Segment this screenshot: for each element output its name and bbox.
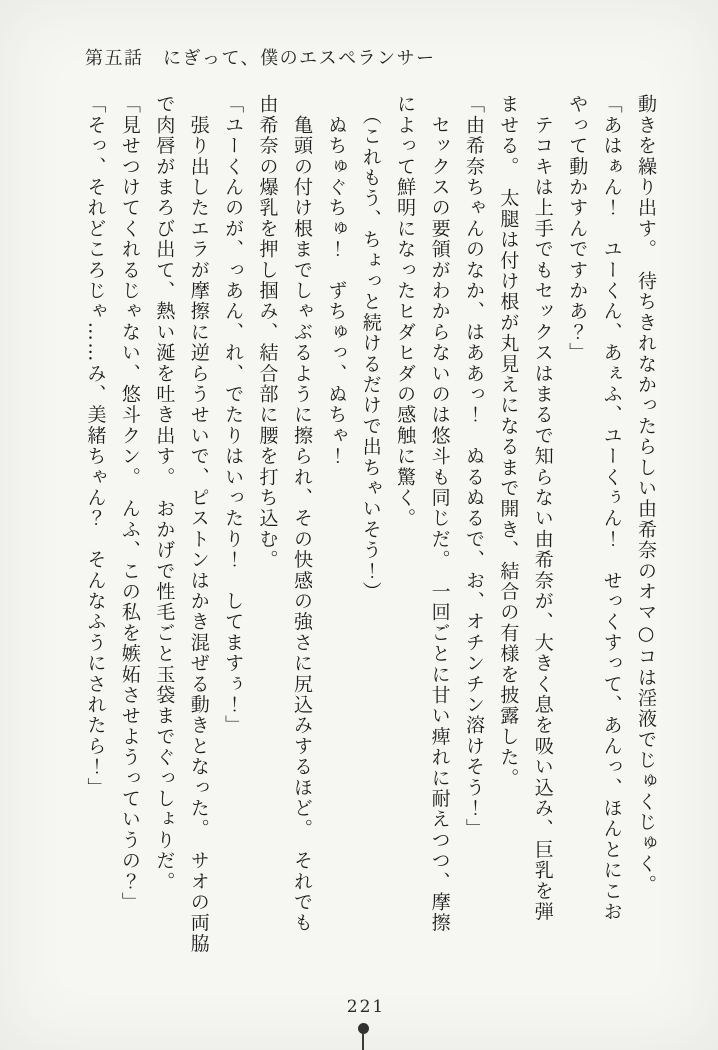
text-line: 動きを繰り出す。 待ちきれなかったらしい由希奈のオマ○コは淫液でじゅくじゅく。 — [635, 94, 657, 895]
text-line: 「そっ、それどころじゃ……み、美緒ちゃん？ そんなふうにされたら！」 — [84, 94, 107, 798]
text-line: 「由希奈ちゃんのなか、はああっ！ ぬるぬるで、お、オチンチン溶けそう！」 — [462, 94, 485, 840]
text-line: で肉唇がまろび出て、熱い涎を吐き出す。 おかげで性毛ごと玉袋までぐっしょりだ。 — [153, 94, 176, 892]
page-number: 221 — [346, 997, 386, 1017]
text-line: 由希奈の爆乳を押し掴み、結合部に腰を打ち込む。 — [256, 94, 279, 571]
text-line: 「見せつけてくれるじゃない、悠斗クン。 んふ、この私を嫉妬させようっていうの？」 — [118, 94, 141, 913]
body-text — [78, 94, 663, 978]
text-line: ませる。 太腿は付け根が丸見えになるまで開き、結合の有様を披露した。 — [497, 94, 520, 789]
text-line: 「あはぁん！ ユーくん、あぇふ、ユーくぅん！ せっくすって、あんっ、ほんとにこお — [600, 94, 623, 922]
text-line: テコキは上手でもセックスはまるで知らない由希奈が、大きく息を吸い込み、巨乳を弾 — [531, 94, 554, 922]
text-line: セックスの要領がわからないのは悠斗も同じだ。 一回ごとに甘い痺れに耐えつつ、摩擦 — [428, 94, 451, 934]
text-line: ぬちゅぐちゅ！ ずちゅっ、ぬちゃ！ — [325, 94, 348, 467]
text-line: 亀頭の付け根までしゃぶるように擦られ、その快感の強さに尻込みするほど。 それでも — [290, 94, 313, 934]
text-line: によって鮮明になったヒダヒダの感触に驚く。 — [394, 94, 417, 529]
text-line: 「ユーくんのが、っあん、れ、でたりはいったり！ してますぅ！」 — [222, 94, 245, 736]
chapter-header: 第五話 にぎって、僕のエスペランサー — [85, 48, 436, 69]
pin-line — [362, 1033, 364, 1050]
text-line: （これもう、ちょっと続けるだけで出ちゃいそう！） — [359, 94, 382, 602]
text-line: やって動かすんですかあ？」 — [566, 94, 589, 364]
text-line: 張り出したエラが摩擦に逆らうせいで、ピストンはかき混ぜる動きとなった。 サオの両脇 — [187, 94, 210, 954]
